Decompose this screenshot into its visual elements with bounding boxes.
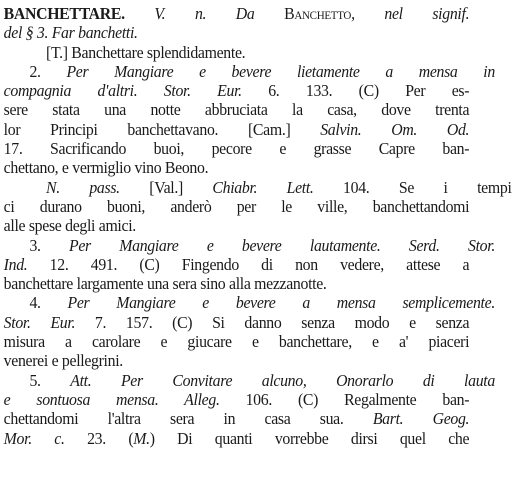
italic-text: compagnia d'altri. Stor. Eur. (3, 81, 242, 101)
body-text: alle spese degli amici. (3, 216, 136, 236)
entry-line (4, 236, 495, 255)
entry-line (4, 100, 470, 119)
body-text: sere stata una notte abbruciata la casa, dove trenta (3, 100, 470, 120)
italic-text: Per Mangiare e bevere a mensa semplicemente. (67, 293, 495, 313)
entry-line (4, 216, 470, 235)
entry-line (4, 429, 470, 448)
body-text: 4. (29, 293, 68, 313)
italic-text: Bart. Geog. (372, 409, 470, 429)
entry-line (4, 390, 470, 409)
italic-text: Per Mangiare e bevere lietamente a mensa in (66, 61, 495, 81)
entry-line (4, 62, 495, 81)
body-text: ) Di quanti vorrebbe dirsi quel che (149, 428, 470, 448)
entry-line (4, 81, 470, 100)
entry-line (4, 274, 470, 293)
body-text: 2. (29, 61, 67, 81)
italic-text: e sontuosa mensa. Alleg. (3, 389, 220, 409)
body-text: misura a carolare e giucare e banchettare, e a' piaceri (3, 332, 470, 352)
entry-line (4, 293, 495, 312)
italic-text: , nel signif. (351, 4, 470, 23)
entry-line (4, 120, 470, 139)
italic-text: Per Mangiare e bevere lautamente. Serd. Stor. (69, 235, 495, 255)
body-text: [Val.] (119, 177, 213, 197)
entry-line (4, 332, 470, 351)
body-text: 7. 157. (C) Si danno senza modo e senza (75, 312, 470, 332)
entry-line (4, 4, 470, 23)
body-text: ci durano buoni, anderò per le ville, banchettandomi (3, 196, 470, 216)
italic-text: Chiabr. Lett. (212, 177, 314, 197)
smallcaps-text: Banchetto (284, 4, 352, 23)
body-text: lor Principi banchettavano. [Cam.] (3, 119, 321, 139)
body-text: 6. 133. (C) Per es- (241, 81, 470, 101)
body-text: 106. (C) Regalmente ban- (219, 389, 470, 409)
body-text: [T.] Banchettare splendidamente. (46, 42, 246, 62)
entry-line (4, 178, 512, 197)
italic-text: del § 3. Far banchetti. (3, 23, 138, 43)
body-text: 104. Se i tempi (313, 177, 512, 197)
italic-text: M. (133, 428, 150, 448)
entry-line (4, 351, 470, 370)
italic-text: N. pass. (46, 177, 120, 197)
entry-line (4, 313, 470, 332)
body-text: venerei e pellegrini. (3, 351, 123, 371)
entry-line (4, 139, 470, 158)
italic-text: Ind. (3, 254, 28, 274)
headword: BANCHETTARE. (3, 4, 125, 23)
italic-text: Stor. Eur. (3, 312, 76, 332)
body-text: chettano, e vermiglio vino Beono. (3, 158, 209, 178)
body-text: 17. Sacrificando buoi, pecore e grasse Capre ban- (3, 139, 470, 159)
body-text: chettandomi l'altra sera in casa sua. (3, 409, 373, 429)
italic-text: Att. Per Convitare alcuno, Onorarlo di lauta (70, 370, 495, 390)
entry-line (4, 43, 512, 62)
entry-line (4, 23, 470, 42)
italic-text: Salvin. Om. Od. (320, 119, 470, 139)
entry-line (4, 371, 495, 390)
body-text: 5. (29, 370, 71, 390)
italic-text: Mor. c. (3, 428, 65, 448)
body-text: 12. 491. (C) Fingendo di non vedere, attese a (27, 254, 470, 274)
entry-line (4, 409, 470, 428)
italic-text: V. n. Da (124, 4, 285, 23)
entry-line (4, 255, 470, 274)
body-text: 23. ( (64, 428, 134, 448)
entry-line (4, 158, 470, 177)
body-text: 3. (29, 235, 70, 255)
body-text: banchettare largamente una sera sino alla mezzanotte. (3, 274, 327, 294)
entry-line (4, 197, 470, 216)
